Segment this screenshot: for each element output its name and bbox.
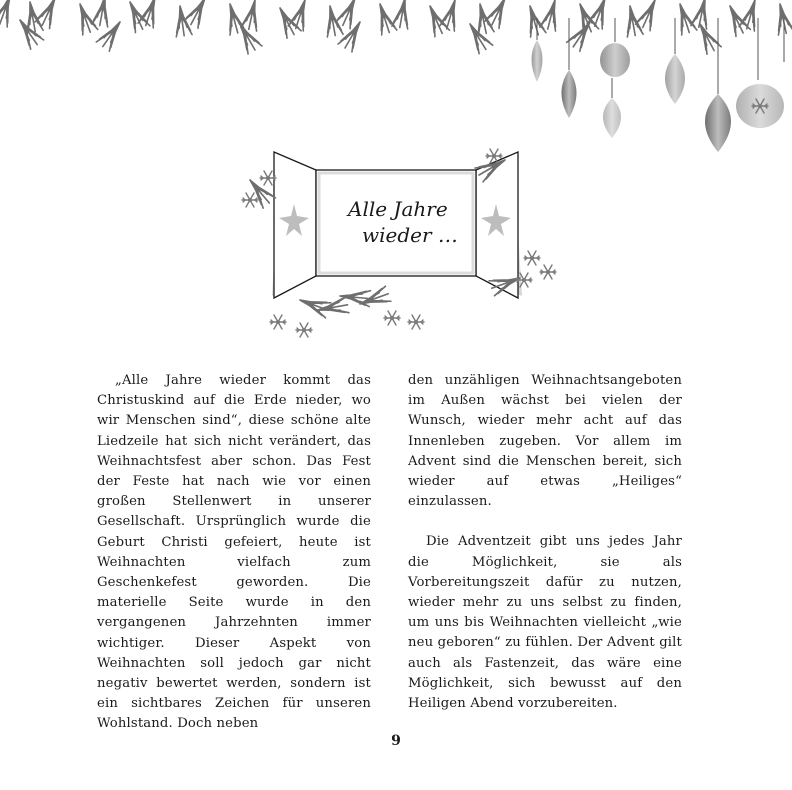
title-line-2: wieder … [362,223,458,247]
text-column-left [97,371,371,735]
text-column-right [408,371,682,714]
body-paragraph: den unzähligen Weihnachtsangeboten im Außen wächst bei vielen der Wunsch, wieder mehr acht auf das Innenleben zugeben. Vor allem im Advent sind die Menschen bereit, sich wieder auf etwas „Heiliges“ einzulassen. [408,373,682,510]
fir-garland [0,0,792,54]
page-title [318,196,474,248]
page-number: 9 [391,733,401,749]
body-paragraph: „Alle Jahre wieder kommt das Christuskind auf die Erde nieder, wo wir Menschen sind“, diese schöne alte Liedzeile hat sich nicht verändert, das Weihnachtsfest aber schon. Das Fest der Feste hat nach wie vor einen großen Stellenwert in unserer Gesellschaft. Ursprünglich wurde die Geburt Christi gefeiert, heute ist Weihnachten vielfach zum Geschenkefest geworden. Die materielle Seite wurde in den vergangenen Jahrzehnten immer wichtiger. Dieser Aspekt von Weihnachten soll jedoch gar nicht negativ bewertet werden, sondern ist ein sichtbares Zeichen für unseren Wohlstand. Doch neben [97,373,371,732]
body-paragraph: Die Adventzeit gibt uns jedes Jahr die Möglichkeit, sie als Vorbereitungszeit dafür zu nutzen, wieder mehr zu uns selbst zu finden, um uns bis Weihnachten vielleicht „wie neu geboren“ zu fühlen. Der Advent gilt auch als Fastenzeit, das wäre eine Möglichkeit, sich bewusst auf den Heiligen Abend vorzubereiten. [408,534,682,712]
hanging-ornaments [532,18,785,152]
title-line-1: Alle Jahre [348,197,448,221]
